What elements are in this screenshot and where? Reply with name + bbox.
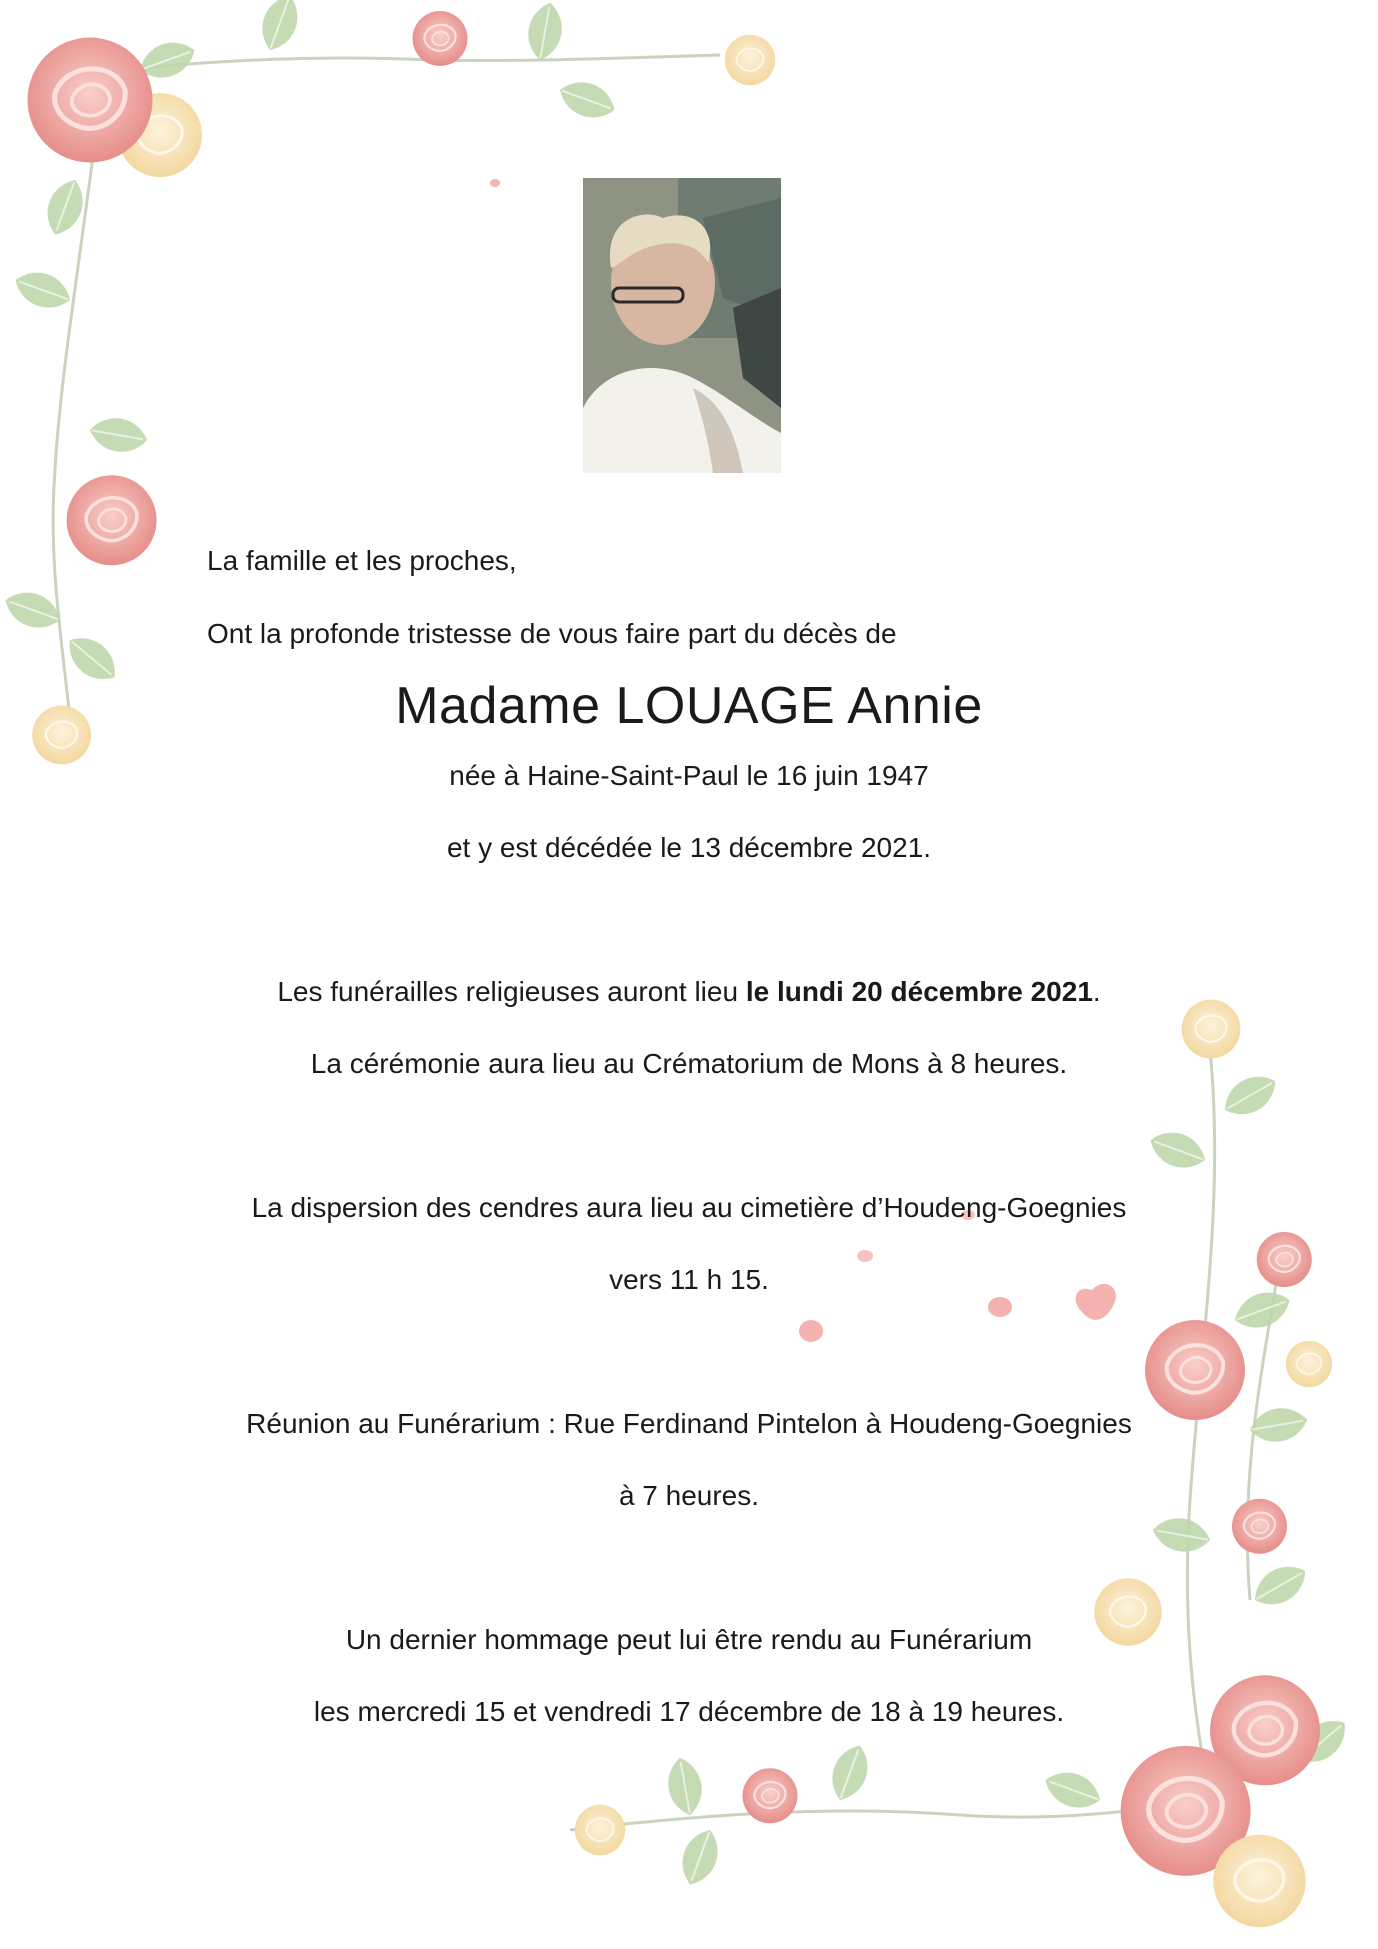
leaf-icon xyxy=(554,74,620,125)
deceased-name: Madame LOUAGE Annie xyxy=(395,677,983,735)
rose-icon xyxy=(725,35,775,85)
portrait-photo xyxy=(583,178,781,473)
rose-icon xyxy=(413,11,468,66)
birth-text: née à Haine-Saint-Paul le 16 juin 1947 xyxy=(449,760,929,791)
funeral-text xyxy=(0,974,1378,1010)
rose-icon xyxy=(28,38,153,163)
rose-icon xyxy=(67,475,157,565)
funeral-date: le lundi 20 décembre 2021 xyxy=(745,976,1093,1007)
bottom-right-floral-cluster xyxy=(570,1000,1355,1928)
dispersion-time: vers 11 h 15. xyxy=(609,1264,769,1295)
tribute-dates: les mercredi 15 et vendredi 17 décembre de 18 à 19 heures. xyxy=(313,1696,1065,1727)
rose-icon xyxy=(1213,1835,1305,1927)
funeral-prefix: Les funérailles religieuses auront lieu xyxy=(277,976,746,1007)
leaf-icon xyxy=(254,0,305,56)
leaf-icon xyxy=(1145,1125,1211,1176)
rose-icon xyxy=(1286,1341,1332,1387)
leaf-icon xyxy=(1040,1765,1106,1816)
leaf-icon xyxy=(664,1755,707,1818)
rose-icon xyxy=(575,1805,625,1855)
petal-icon xyxy=(988,1297,1012,1317)
funeral-suffix: . xyxy=(1092,976,1101,1007)
meeting-text: Réunion au Funérarium : Rue Ferdinand Pintelon à Houdeng-Goegnies xyxy=(246,1408,1132,1439)
tribute-text: Un dernier hommage peut lui être rendu au Funérarium xyxy=(345,1624,1033,1655)
leaf-icon xyxy=(1247,1557,1314,1615)
announcement-text: Ont la profonde tristesse de vous faire part du décès de xyxy=(207,618,897,649)
petal-icon xyxy=(490,179,500,187)
leaf-icon xyxy=(824,1740,875,1806)
dispersion-text: La dispersion des cendres aura lieu au cimetière d’Houdeng-Goegnies xyxy=(251,1192,1127,1223)
death-text: et y est décédée le 13 décembre 2021. xyxy=(446,832,932,863)
leaf-icon xyxy=(1150,1514,1213,1557)
intro-text: La famille et les proches, xyxy=(207,545,517,576)
rose-icon xyxy=(743,1768,798,1823)
petal-icon xyxy=(857,1250,873,1262)
leaf-icon xyxy=(10,265,76,316)
leaf-icon xyxy=(524,0,567,63)
rose-icon xyxy=(1145,1320,1245,1420)
petal-icon xyxy=(799,1320,823,1342)
leaf-icon xyxy=(675,1824,726,1890)
leaf-icon xyxy=(87,414,150,457)
ceremony-text: La cérémonie aura lieu au Crématorium de Mons à 8 heures. xyxy=(310,1048,1068,1079)
meeting-time: à 7 heures. xyxy=(618,1480,760,1511)
